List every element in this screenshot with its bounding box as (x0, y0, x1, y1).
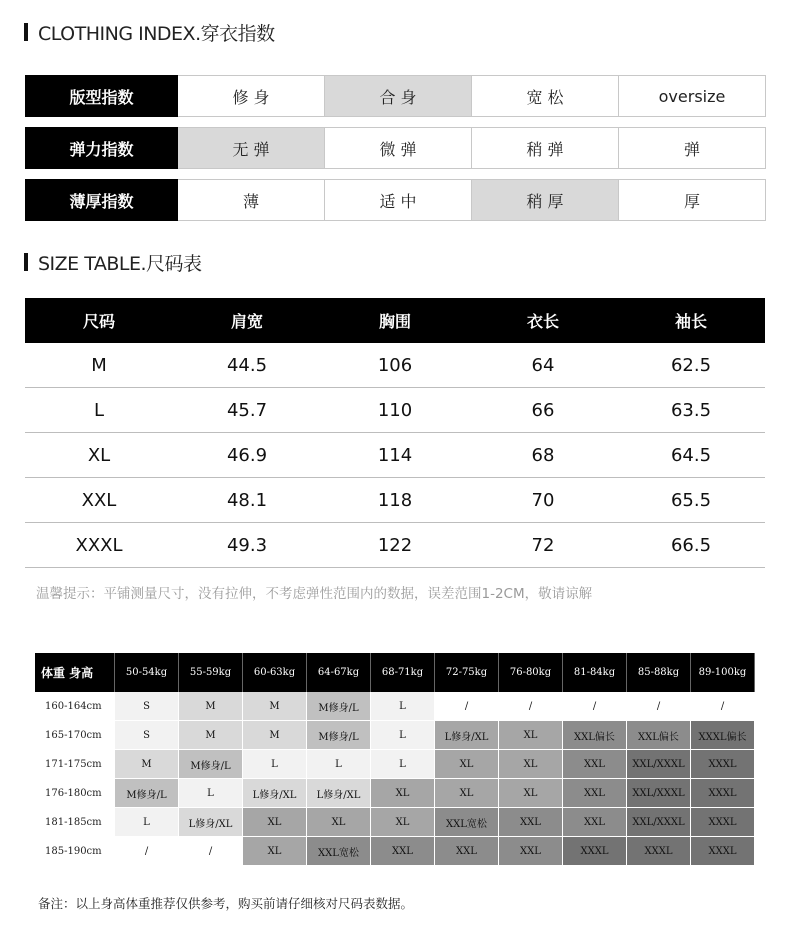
recommended-size-cell: XXL (499, 808, 563, 837)
index-option: 稍 弹 (472, 127, 619, 169)
size-table-cell: XL (87, 444, 111, 466)
recommended-size-cell: XL (243, 837, 307, 866)
table-row (35, 692, 755, 721)
recommended-size-cell: XXXL (627, 837, 691, 866)
table-row (25, 478, 765, 523)
height-label: 185-190cm (45, 846, 102, 857)
recommended-size-cell: L (115, 808, 179, 837)
index-option: 修 身 (178, 75, 325, 117)
recommended-size-cell: XL (499, 779, 563, 808)
recommended-size-cell: XXL (563, 750, 627, 779)
recommended-size-cell: XXXL (691, 837, 755, 866)
size-table-cell: 62.5 (670, 354, 712, 376)
size-table (25, 298, 765, 568)
weight-height-header (35, 653, 755, 692)
recommended-size-cell: M (179, 721, 243, 750)
recommended-size-cell: XXL (499, 837, 563, 866)
recommended-size-cell: M (243, 692, 307, 721)
recommended-size-cell: S (115, 692, 179, 721)
recommended-size-cell: XXXL (691, 750, 755, 779)
size-table-cell: XXL (81, 489, 117, 511)
recommended-size-cell: M修身/L (115, 779, 179, 808)
recommended-size-cell: XL (499, 750, 563, 779)
recommended-size-cell: L (307, 750, 371, 779)
recommended-size-cell: XXXL (563, 837, 627, 866)
recommended-size-cell: L (179, 779, 243, 808)
recommended-size-cell: XL (499, 721, 563, 750)
recommended-size-cell: / (627, 692, 691, 721)
recommended-size-cell: M (115, 750, 179, 779)
title-bar-marker (24, 23, 28, 41)
height-label: 165-170cm (45, 730, 102, 741)
index-option: 适 中 (325, 179, 472, 221)
height-label: 171-175cm (45, 759, 102, 770)
recommended-size-cell: XXL (563, 808, 627, 837)
size-table-cell: 68 (531, 444, 555, 466)
recommended-size-cell: L (243, 750, 307, 779)
recommended-size-cell: XXL偏长 (627, 721, 691, 750)
recommended-size-cell: L修身/XL (243, 779, 307, 808)
size-table-header-cell: 尺码 (82, 312, 115, 331)
size-table-cell: 72 (531, 534, 555, 556)
size-table-header-cell: 肩宽 (230, 312, 263, 331)
size-table-title-text: SIZE TABLE.尺码表 (38, 252, 202, 275)
size-table-cell: 49.3 (226, 534, 268, 556)
recommended-size-cell: XXXL (691, 808, 755, 837)
size-table-cell: 46.9 (226, 444, 268, 466)
recommended-size-cell: XXL/XXXL (627, 808, 691, 837)
recommended-size-cell: L (371, 721, 435, 750)
size-table-title (24, 251, 202, 273)
index-option: 稍 厚 (472, 179, 619, 221)
grid-corner-label: 体重 身高 (35, 653, 115, 692)
weight-header-cell: 50-54kg (115, 653, 179, 692)
table-row (35, 808, 755, 837)
recommended-size-cell: XXL (371, 837, 435, 866)
recommended-size-cell: L修身/XL (307, 779, 371, 808)
recommended-size-cell: XL (435, 750, 499, 779)
size-table-header-cell: 袖长 (674, 312, 707, 331)
size-table-cell: 114 (377, 444, 413, 466)
size-table-cell: 70 (531, 489, 555, 511)
size-table-cell: 64 (531, 354, 555, 376)
table-row (35, 721, 755, 750)
weight-height-body (35, 692, 755, 866)
table-row (25, 523, 765, 568)
index-row-label: 弹力指数 (25, 127, 178, 169)
recommended-size-cell: S (115, 721, 179, 750)
size-table-body (25, 343, 765, 568)
height-label: 181-185cm (45, 817, 102, 828)
weight-header-cell: 81-84kg (563, 653, 627, 692)
size-table-cell: 66.5 (670, 534, 712, 556)
recommended-size-cell: / (179, 837, 243, 866)
table-row (35, 779, 755, 808)
index-option: 宽 松 (472, 75, 619, 117)
index-row-label: 版型指数 (25, 75, 178, 117)
table-row (25, 343, 765, 388)
size-table-cell: 118 (377, 489, 413, 511)
size-table-cell: 122 (377, 534, 413, 556)
table-row (35, 750, 755, 779)
recommended-size-cell: M修身/L (179, 750, 243, 779)
weight-height-grid (35, 653, 755, 866)
size-table-cell: 45.7 (226, 399, 268, 421)
recommended-size-cell: XXXL (691, 779, 755, 808)
recommended-size-cell: XL (243, 808, 307, 837)
height-label: 160-164cm (45, 701, 102, 712)
recommended-size-cell: M修身/L (307, 721, 371, 750)
recommended-size-cell: M修身/L (307, 692, 371, 721)
table-row (35, 837, 755, 866)
index-option: 合 身 (325, 75, 472, 117)
index-option: 微 弹 (325, 127, 472, 169)
recommended-size-cell: / (499, 692, 563, 721)
index-option: 无 弹 (178, 127, 325, 169)
weight-header-cell: 64-67kg (307, 653, 371, 692)
size-table-cell: 44.5 (226, 354, 268, 376)
clothing-index-title (24, 21, 275, 43)
weight-header-cell: 55-59kg (179, 653, 243, 692)
recommended-size-cell: / (563, 692, 627, 721)
recommended-size-cell: XL (435, 779, 499, 808)
weight-header-cell: 68-71kg (371, 653, 435, 692)
weight-header-cell: 85-88kg (627, 653, 691, 692)
size-table-header (25, 298, 765, 343)
index-option: 厚 (619, 179, 766, 221)
weight-header-cell: 76-80kg (499, 653, 563, 692)
size-table-header-cell: 衣长 (526, 312, 559, 331)
recommended-size-cell: XXL (435, 837, 499, 866)
table-row (25, 433, 765, 478)
recommended-size-cell: L (371, 750, 435, 779)
measurement-tip: 温馨提示：平铺测量尺寸，没有拉伸，不考虑弹性范围内的数据，误差范围1-2CM，敬请谅解 (36, 586, 593, 602)
recommended-size-cell: XL (371, 779, 435, 808)
recommended-size-cell: / (115, 837, 179, 866)
recommended-size-cell: L修身/XL (179, 808, 243, 837)
index-option: oversize (619, 75, 766, 117)
size-table-cell: L (93, 399, 105, 421)
recommended-size-cell: / (435, 692, 499, 721)
size-table-cell: 64.5 (670, 444, 712, 466)
index-row-label: 薄厚指数 (25, 179, 178, 221)
recommended-size-cell: M (243, 721, 307, 750)
recommended-size-cell: L修身/XL (435, 721, 499, 750)
recommended-size-cell: XXXL偏长 (691, 721, 755, 750)
size-table-cell: 63.5 (670, 399, 712, 421)
table-row (25, 388, 765, 433)
clothing-index-title-text: CLOTHING INDEX.穿衣指数 (38, 22, 275, 45)
size-table-cell: 48.1 (226, 489, 268, 511)
index-option: 弹 (619, 127, 766, 169)
size-table-cell: 106 (377, 354, 413, 376)
recommended-size-cell: M (179, 692, 243, 721)
recommended-size-cell: XXL (563, 779, 627, 808)
size-table-cell: 110 (377, 399, 413, 421)
index-row (25, 127, 766, 169)
recommended-size-cell: XXL/XXXL (627, 779, 691, 808)
recommended-size-cell: XL (371, 808, 435, 837)
weight-header-cell: 60-63kg (243, 653, 307, 692)
recommended-size-cell: L (371, 692, 435, 721)
weight-header-cell: 72-75kg (435, 653, 499, 692)
recommendation-note: 备注：以上身高体重推荐仅供参考，购买前请仔细核对尺码表数据。 (38, 896, 414, 911)
index-row (25, 179, 766, 221)
index-row (25, 75, 766, 117)
recommended-size-cell: XXL/XXXL (627, 750, 691, 779)
index-option: 薄 (178, 179, 325, 221)
recommended-size-cell: XXL偏长 (563, 721, 627, 750)
size-table-cell: M (91, 354, 107, 376)
recommended-size-cell: XXL宽松 (307, 837, 371, 866)
size-table-cell: 66 (531, 399, 555, 421)
size-table-header-cell: 胸围 (378, 312, 411, 331)
recommended-size-cell: XXL宽松 (435, 808, 499, 837)
size-table-cell: XXXL (75, 534, 123, 556)
recommended-size-cell: XL (307, 808, 371, 837)
weight-header-cell: 89-100kg (691, 653, 755, 692)
title-bar-marker (24, 253, 28, 271)
height-label: 176-180cm (45, 788, 102, 799)
size-table-cell: 65.5 (670, 489, 712, 511)
recommended-size-cell: / (691, 692, 755, 721)
